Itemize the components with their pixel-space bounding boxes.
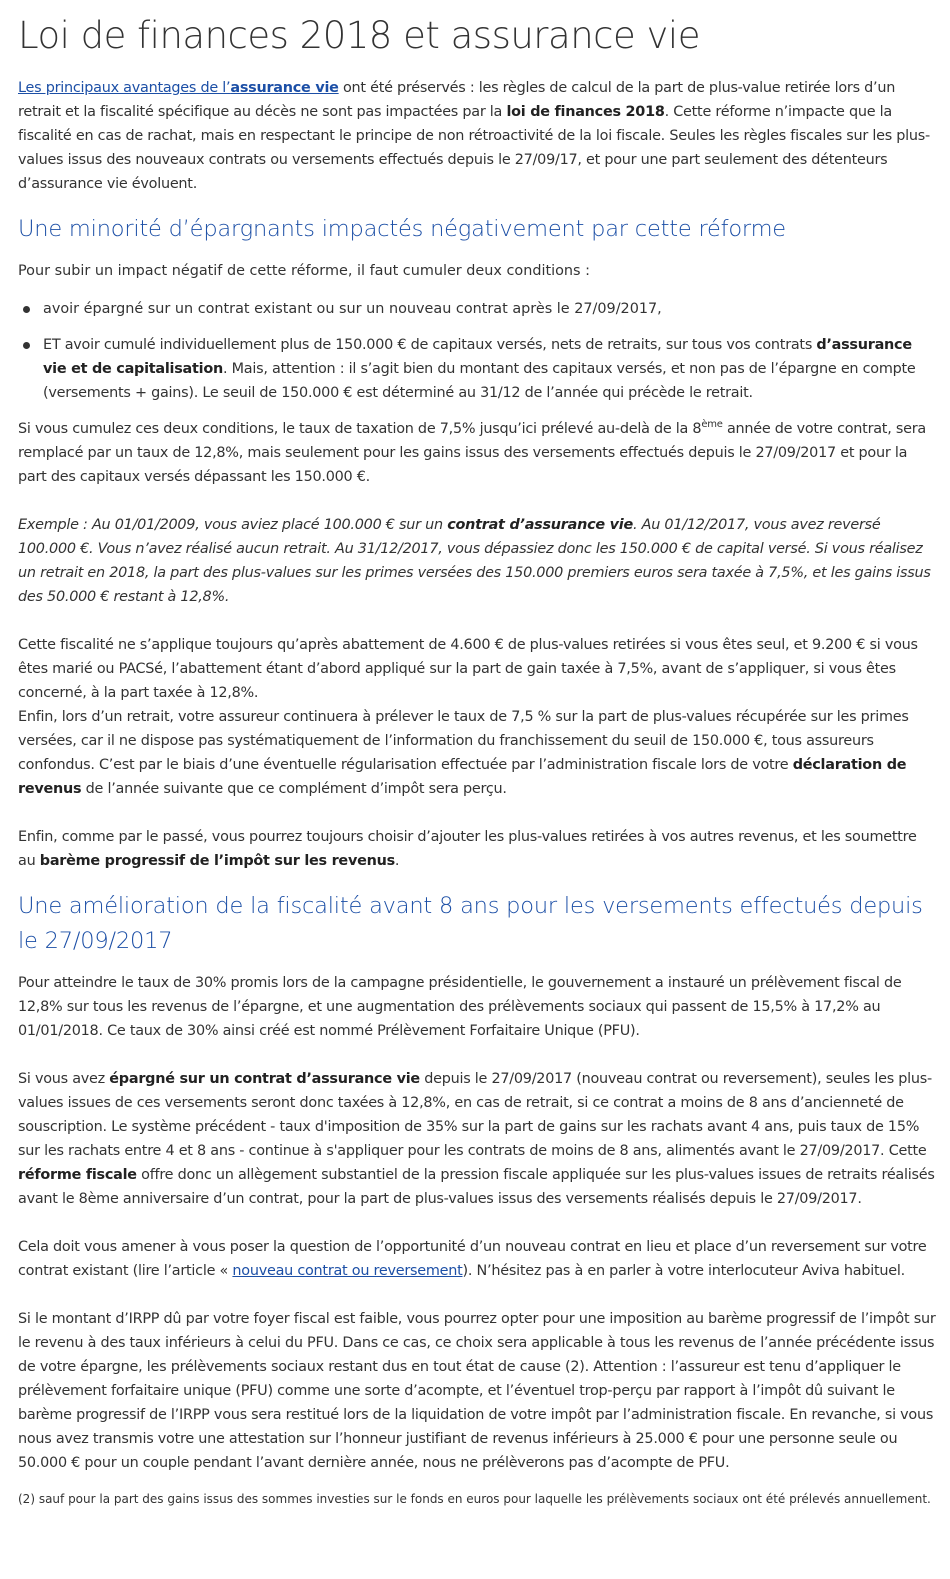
footnote: (2) sauf pour la part des gains issus des sommes investies sur le fonds en euros pour laquelle les prélèvements sociaux ont été prélevés annuellement.: [18, 1492, 931, 1506]
conditions-lead: Pour subir un impact négatif de cette réforme, il faut cumuler deux conditions :: [18, 263, 590, 279]
paragraph-text: Enfin, comme par le passé, vous pourrez toujours choisir d’ajouter les plus-values retirées à vos autres revenus, et les soumettre au: [18, 829, 917, 869]
list-item-bold: d’assurance vie et de capitalisation: [43, 337, 912, 377]
bareme-paragraph: [18, 825, 938, 873]
example-paragraph: [18, 513, 938, 609]
intro-text: ont été préservés : les règles de calcul de la part de plus-value retirée lors d’un retrait et la fiscalité spécifique au décès ne sont pas impactées par la: [18, 80, 896, 120]
paragraph-text: Exemple : Au 01/01/2009, vous aviez placé 100.000 € sur un: [18, 517, 448, 533]
paragraph-text: depuis le 27/09/2017 (nouveau contrat ou reversement), seules les plus-values issues de ces versements seront donc taxées à 12,8%, en cas de retrait, si ce contrat a moins de 8 ans d’ancienneté de souscription. Le système précédent - taux d'imposition de 35% sur la part de gains sur les rachats avant 4 ans, puis taux de 15% sur les rachats entre 4 et 8 ans - continue à s'appliquer pour les contrats de moins de 8 ans, alimentés avant le 27/09/2017. Cette: [18, 1071, 932, 1159]
section-heading-minorite: Une minorité d’épargnants impactés négativement par cette réforme: [18, 216, 786, 242]
article: [0, 14, 950, 1511]
retrait-paragraph: [18, 705, 938, 801]
opportunite-paragraph: [18, 1235, 938, 1283]
paragraph-bold: déclaration de revenus: [18, 757, 907, 797]
page-title: Loi de finances 2018 et assurance vie: [18, 14, 700, 57]
paragraph-bold: contrat d’assurance vie: [447, 517, 633, 533]
paragraph-text: . Au 01/12/2017, vous avez reversé 100.000 €. Vous n’avez réalisé aucun retrait. Au 31/12/2017, vous dépassiez donc les 150.000 € de capital versé. Si vous réalisez un retrait en 2018, la part des plus-values sur les primes versées des 150.000 premiers euros sera taxée à 7,5%, et les gains issus des 50.000 € restant à 12,8%.: [18, 517, 931, 605]
paragraph-text: année de votre contrat, sera remplacé par un taux de 12,8%, mais seulement pour les gains issus des versements effectués depuis le 27/09/2017 et pour la part des capitaux versés dépassant les 150.000 €.: [18, 421, 926, 485]
paragraph-text: Cela doit vous amener à vous poser la question de l’opportunité d’un nouveau contrat en lieu et place d’un reversement sur votre contrat existant (lire l’article «: [18, 1239, 927, 1279]
abattement-paragraph: [18, 633, 938, 705]
taux-paragraph: [18, 417, 938, 489]
paragraph-bold: réforme fiscale: [18, 1167, 137, 1183]
intro-text: . Cette réforme n’impacte que la fiscalité en cas de rachat, mais en respectant le principe de non rétroactivité de la loi fiscale. Seules les règles fiscales sur les plus-values issus des nouveaux contrats ou versements effectués depuis le 27/09/17, et pour une part seulement des détenteurs d’assurance vie évoluent.: [18, 104, 930, 192]
list-item: [18, 297, 938, 321]
bullet-icon: [23, 306, 30, 313]
section-heading-amelioration: Une amélioration de la fiscalité avant 8 ans pour les versements effectués depuis le 27/09/2017: [18, 893, 923, 954]
link-text-bold: assurance vie: [230, 80, 339, 96]
paragraph-bold: barème progressif de l’impôt sur les revenus: [39, 853, 395, 869]
assurance-vie-advantages-link[interactable]: [18, 80, 339, 96]
link-text: Les principaux avantages de l’: [18, 80, 231, 96]
superscript: ème: [701, 419, 723, 431]
paragraph-text: offre donc un allègement substantiel de la pression fiscale appliquée sur les plus-values issues de retraits réalisés avant le 8ème anniversaire d’un contrat, pour la part de plus-values issus des versements réalisés depuis le 27/09/2017.: [18, 1167, 935, 1207]
paragraph-text: de l’année suivante que ce complément d’impôt sera perçu.: [81, 781, 507, 797]
paragraph-text: Si vous cumulez ces deux conditions, le taux de taxation de 7,5% jusqu’ici prélevé au-delà de la 8: [18, 421, 702, 437]
conditions-list: [18, 297, 938, 405]
nouveau-contrat-link[interactable]: nouveau contrat ou reversement: [232, 1263, 463, 1279]
irpp-paragraph: Si le montant d’IRPP dû par votre foyer fiscal est faible, vous pourrez opter pour une imposition au barème progressif de l’impôt sur le revenu à des taux inférieurs à celui du PFU. Dans ce cas, ce choix sera applicable à tous les revenus de l’année précédente issus de votre épargne, les prélèvements sociaux restant dus en tout état de cause (2). Attention : l’assureur est tenu d’appliquer le prélèvement forfaitaire unique (PFU) comme une sorte d’acompte, et l’éventuel trop-perçu par rapport à l’impôt dû suivant le barème progressif de l’IRPP vous sera restitué lors de la liquidation de votre impôt par l’administration fiscale. En revanche, si vous nous avez transmis votre une attestation sur l’honneur justifiant de revenus inférieurs à 25.000 € pour une personne seule ou 50.000 € pour un couple pendant l’avant dernière année, nous ne prélèverons pas d’acompte de PFU.: [18, 1311, 936, 1471]
paragraph-bold: épargné sur un contrat d’assurance vie: [109, 1071, 420, 1087]
paragraph-text: Enfin, lors d’un retrait, votre assureur continuera à prélever le taux de 7,5 % sur la part de plus-values récupérée sur les primes versées, car il ne dispose pas systématiquement de l’information du franchissement du seuil de 150.000 €, tous assureurs confondus. C’est par le biais d’une éventuelle régularisation effectuée par l’administration fiscale lors de votre: [18, 709, 909, 773]
list-item-text: ET avoir cumulé individuellement plus de 150.000 € de capitaux versés, nets de retraits, sur tous vos contrats: [43, 337, 817, 353]
epargne-paragraph: [18, 1067, 938, 1211]
bullet-icon: [23, 342, 30, 349]
paragraph-text: .: [394, 853, 400, 869]
paragraph-text: Cette fiscalité ne s’applique toujours qu’après abattement de 4.600 € de plus-values retirées si vous êtes seul, et 9.200 € si vous êtes marié ou PACSé, l’abattement étant d’abord appliqué sur la part de gain taxée à 7,5%, avant de s’appliquer, si vous êtes concerné, à la part taxée à 12,8%.: [18, 637, 918, 701]
intro-bold: loi de finances 2018: [506, 104, 665, 120]
list-item-text: avoir épargné sur un contrat existant ou sur un nouveau contrat après le 27/09/2017,: [43, 301, 662, 317]
intro-paragraph: [18, 76, 938, 196]
paragraph-text: Si vous avez: [18, 1071, 110, 1087]
list-item: [18, 333, 938, 405]
paragraph-text: ). N’hésitez pas à en parler à votre interlocuteur Aviva habituel.: [462, 1263, 905, 1279]
list-item-text: . Mais, attention : il s’agit bien du montant des capitaux versés, et non pas de l’épargne en compte (versements + gains). Le seuil de 150.000 € est déterminé au 31/12 de l’année qui précède le retrait.: [43, 361, 916, 401]
pfu-paragraph: Pour atteindre le taux de 30% promis lors de la campagne présidentielle, le gouvernement a instauré un prélèvement fiscal de 12,8% sur tous les revenus de l’épargne, et une augmentation des prélèvements sociaux qui passent de 15,5% à 17,2% au 01/01/2018. Ce taux de 30% ainsi créé est nommé Prélèvement Forfaitaire Unique (PFU).: [18, 975, 902, 1039]
